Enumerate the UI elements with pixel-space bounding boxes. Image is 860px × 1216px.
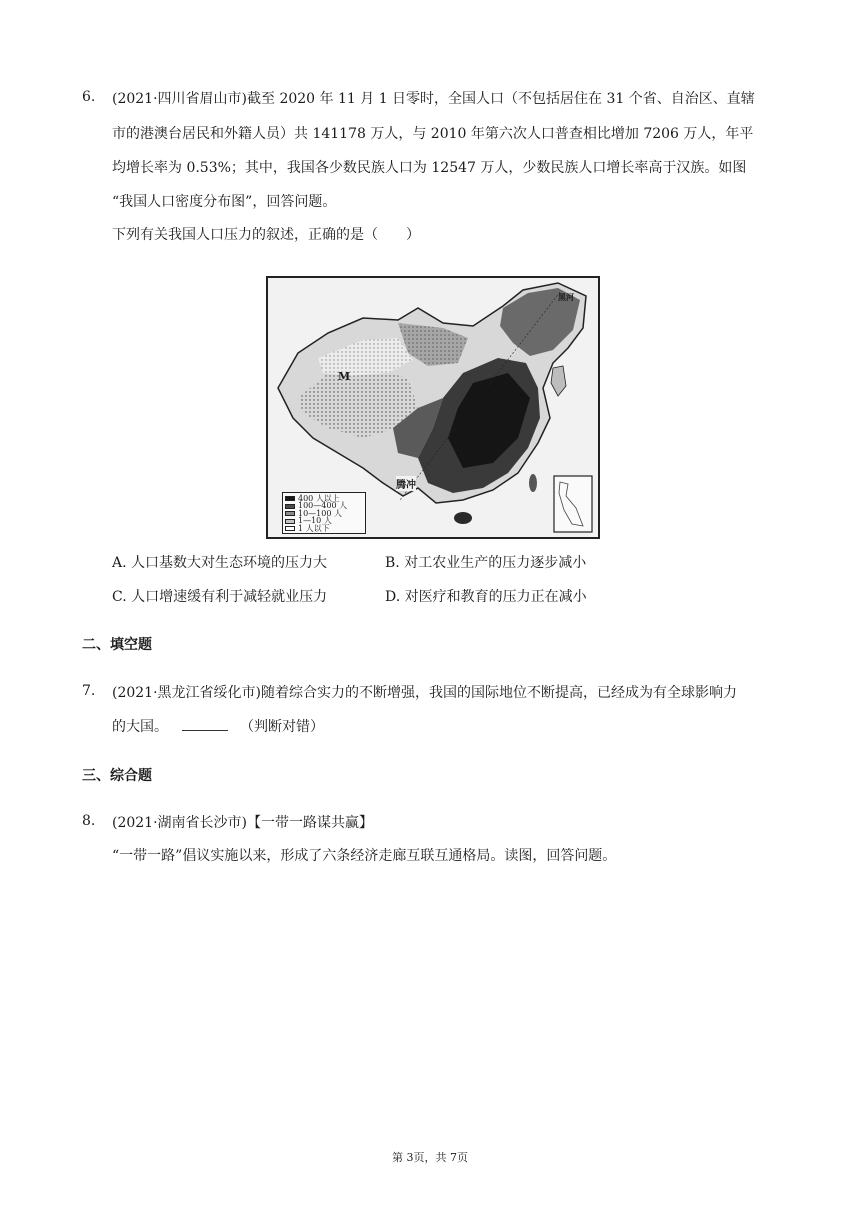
legend-item <box>285 525 363 533</box>
section-heading-comprehensive: 三、综合题 <box>82 768 152 784</box>
question-6-text-line-2: 市的港澳台居民和外籍人员）共 141178 万人，与 2010 年第六次人口普查相比增加 7206 万人，年平 <box>112 126 754 142</box>
option-d[interactable]: D. 对医疗和教育的压力正在减小 <box>385 589 587 605</box>
map-legend <box>282 492 366 534</box>
question-7-text-line-2 <box>112 716 324 737</box>
option-a[interactable]: A. 人口基数大对生态环境的压力大 <box>112 555 328 571</box>
question-number-8: 8. <box>82 813 96 829</box>
legend-label: 1—10 人 <box>298 516 332 526</box>
question-6-prompt: 下列有关我国人口压力的叙述，正确的是（ ） <box>112 227 420 243</box>
section-heading-fill-blank: 二、填空题 <box>82 637 152 653</box>
legend-swatch <box>285 526 295 531</box>
question-8-text-line-2: “一带一路”倡议实施以来，形成了六条经济走廊互联互通格局。读图，回答问题。 <box>112 848 617 864</box>
legend-swatch <box>285 496 295 501</box>
map-label-tengchong: 腾冲 <box>396 476 416 491</box>
question-6-text-line-4: “我国人口密度分布图”，回答问题。 <box>112 194 337 210</box>
legend-label: 10—100 人 <box>298 508 342 518</box>
legend-label: 1 人以下 <box>298 523 330 533</box>
question-8-text-line-1: (2021·湖南省长沙市)【一带一路谋共赢】 <box>112 815 374 831</box>
question-number-6: 6. <box>82 89 96 105</box>
option-c[interactable]: C. 人口增速缓有利于减轻就业压力 <box>112 589 328 605</box>
question-7-text-prefix: 的大国。 <box>112 719 168 735</box>
question-6-text-line-3: 均增长率为 0.53%；其中，我国各少数民族人口为 12547 万人，少数民族人口增长率高于汉族。如图 <box>112 160 747 176</box>
map-label-m: M <box>338 370 351 383</box>
question-7-hint: （判断对错） <box>240 719 324 735</box>
legend-swatch <box>285 511 295 516</box>
map-label-heihe: 黑河 <box>558 292 574 302</box>
legend-label: 400 人以上 <box>298 493 340 503</box>
population-density-map <box>266 276 600 539</box>
legend-swatch <box>285 519 295 524</box>
question-number-7: 7. <box>82 683 96 699</box>
question-7-text-line-1: (2021·黑龙江省绥化市)随着综合实力的不断增强，我国的国际地位不断提高，已经成为有全球影响力 <box>112 685 738 701</box>
page-footer: 第 3页，共 7页 <box>392 1151 468 1164</box>
option-b[interactable]: B. 对工农业生产的压力逐步减小 <box>385 555 587 571</box>
answer-blank[interactable] <box>182 716 228 731</box>
question-6-text-line-1: (2021·四川省眉山市)截至 2020 年 11 月 1 日零时，全国人口（不包括居住在 31 个省、自治区、直辖 <box>112 91 755 107</box>
legend-swatch <box>285 504 295 509</box>
legend-label: 100—400 人 <box>298 501 348 511</box>
